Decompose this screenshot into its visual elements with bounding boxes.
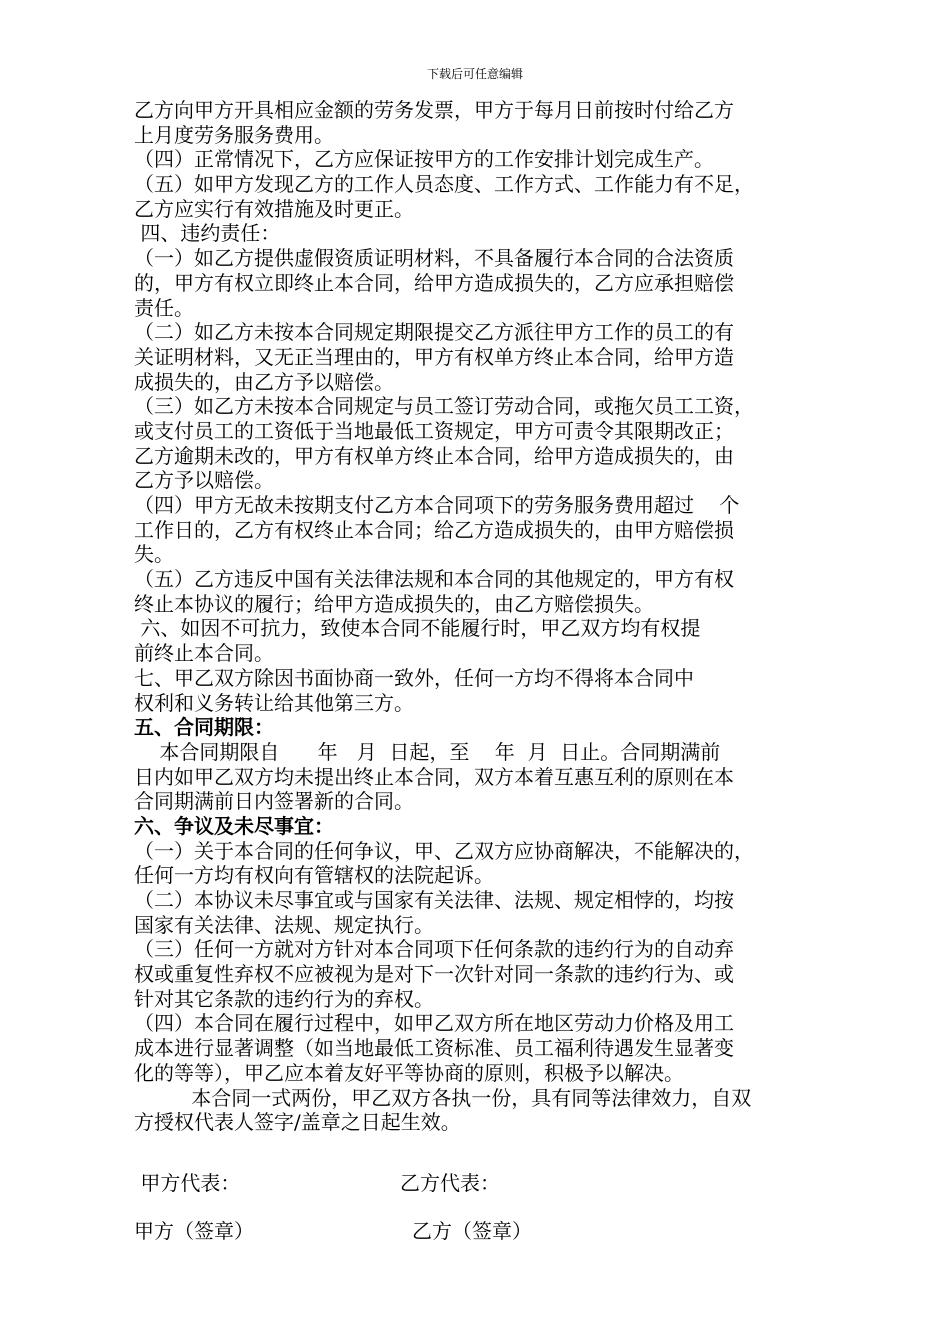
section-heading: 六、争议及未尽事宜： xyxy=(134,813,334,838)
text-line: （二）如乙方未按本合同规定期限提交乙方派往甲方工作的员工的有 xyxy=(134,320,734,345)
text-line: 日内如甲乙双方均未提出终止本合同，双方本着互惠互利的原则在本 xyxy=(134,764,734,789)
text-line: 终止本协议的履行；给甲方造成损失的，由乙方赔偿损失。 xyxy=(134,591,654,616)
text-line: 失。 xyxy=(134,542,174,567)
text-line: 成损失的，由乙方予以赔偿。 xyxy=(134,369,394,394)
text-line: 化的等等），甲乙应本着友好平等协商的原则，积极予以解决。 xyxy=(134,1060,684,1085)
text-line: （四）甲方无故未按期支付乙方本合同项下的劳务服务费用超过 个 xyxy=(134,493,740,517)
text-line: （一）关于本合同的任何争议，甲、乙双方应协商解决，不能解决的， xyxy=(134,838,754,863)
text-line: 乙方予以赔偿。 xyxy=(134,468,274,493)
text-line: 乙方逾期未改的，甲方有权单方终止本合同，给甲方造成损失的，由 xyxy=(134,443,734,468)
text-line: （二）本协议未尽事宜或与国家有关法律、法规、规定相悖的，均按 xyxy=(134,888,734,912)
text-line: 成本进行显著调整（如当地最低工资标准、员工福利待遇发生显著变 xyxy=(134,1036,734,1061)
text-line: 六、如因不可抗力，致使本合同不能履行时，甲乙双方均有权提 xyxy=(134,616,701,641)
party-b-seal: 乙方（签章） xyxy=(412,1219,532,1243)
text-line: （一）如乙方提供虚假资质证明材料，不具备履行本合同的合法资质 xyxy=(134,246,734,271)
seal-row xyxy=(134,1218,834,1244)
text-line: 合同期满前日内签署新的合同。 xyxy=(134,789,414,814)
text-line: 七、甲乙双方除因书面协商一致外，任何一方均不得将本合同中 xyxy=(134,665,694,690)
text-line: 乙方向甲方开具相应金额的劳务发票，甲方于每月日前按时付给乙方 xyxy=(134,98,734,122)
text-line: 的，甲方有权立即终止本合同，给甲方造成损失的，乙方应承担赔偿 xyxy=(134,270,734,295)
text-line: 工作日的，乙方有权终止本合同；给乙方造成损失的，由甲方赔偿损 xyxy=(134,517,734,542)
header-note: 下载后可任意编辑 xyxy=(426,67,523,81)
text-line: 针对其它条款的违约行为的弃权。 xyxy=(134,986,434,1011)
text-line: （五）如甲方发现乙方的工作人员态度、工作方式、工作能力有不足， xyxy=(134,172,754,197)
text-line: 方授权代表人签字/盖章之日起生效。 xyxy=(134,1110,461,1135)
text-line: 本合同一式两份，甲乙双方各执一份，具有同等法律效力，自双 xyxy=(134,1085,752,1110)
party-a-representative: 甲方代表： xyxy=(134,1171,241,1195)
text-line: 关证明材料，又无正当理由的，甲方有权单方终止本合同，给甲方造 xyxy=(134,344,734,369)
text-line: 权或重复性弃权不应被视为是对下一次针对同一条款的违约行为、或 xyxy=(134,962,734,987)
text-line: 责任。 xyxy=(134,295,194,320)
contract-body xyxy=(134,98,834,1135)
party-a-seal: 甲方（签章） xyxy=(134,1219,254,1243)
text-line: （四）本合同在履行过程中，如甲乙双方所在地区劳动力价格及用工 xyxy=(134,1011,734,1036)
text-line: （三）如乙方未按本合同规定与员工签订劳动合同，或拖欠员工工资， xyxy=(134,394,754,419)
text-line: （三）任何一方就对方针对本合同项下任何条款的违约行为的自动弃 xyxy=(134,937,734,962)
text-line: （五）乙方违反中国有关法律法规和本合同的其他规定的，甲方有权 xyxy=(134,567,734,592)
text-line: 权利和义务转让给其他第三方。 xyxy=(134,690,414,715)
text-line: （四）正常情况下，乙方应保证按甲方的工作安排计划完成生产。 xyxy=(134,147,714,172)
text-line: 乙方应实行有效措施及时更正。 xyxy=(134,196,414,221)
section-heading: 五、合同期限： xyxy=(134,715,274,740)
text-line: 前终止本合同。 xyxy=(134,641,274,666)
party-b-representative: 乙方代表： xyxy=(400,1171,500,1195)
text-line: 本合同期限自 年 月 日起，至 年 月 日止。合同期满前 xyxy=(134,739,721,764)
text-line: 上月度劳务服务费用。 xyxy=(134,122,334,147)
text-line: 国家有关法律、法规、规定执行。 xyxy=(134,912,434,937)
representative-row xyxy=(134,1170,834,1196)
text-line: 任何一方均有权向有管辖权的法院起诉。 xyxy=(134,863,494,888)
text-line: 四、违约责任： xyxy=(134,221,281,246)
text-line: 或支付员工的工资低于当地最低工资规定，甲方可责令其限期改正； xyxy=(134,418,734,443)
